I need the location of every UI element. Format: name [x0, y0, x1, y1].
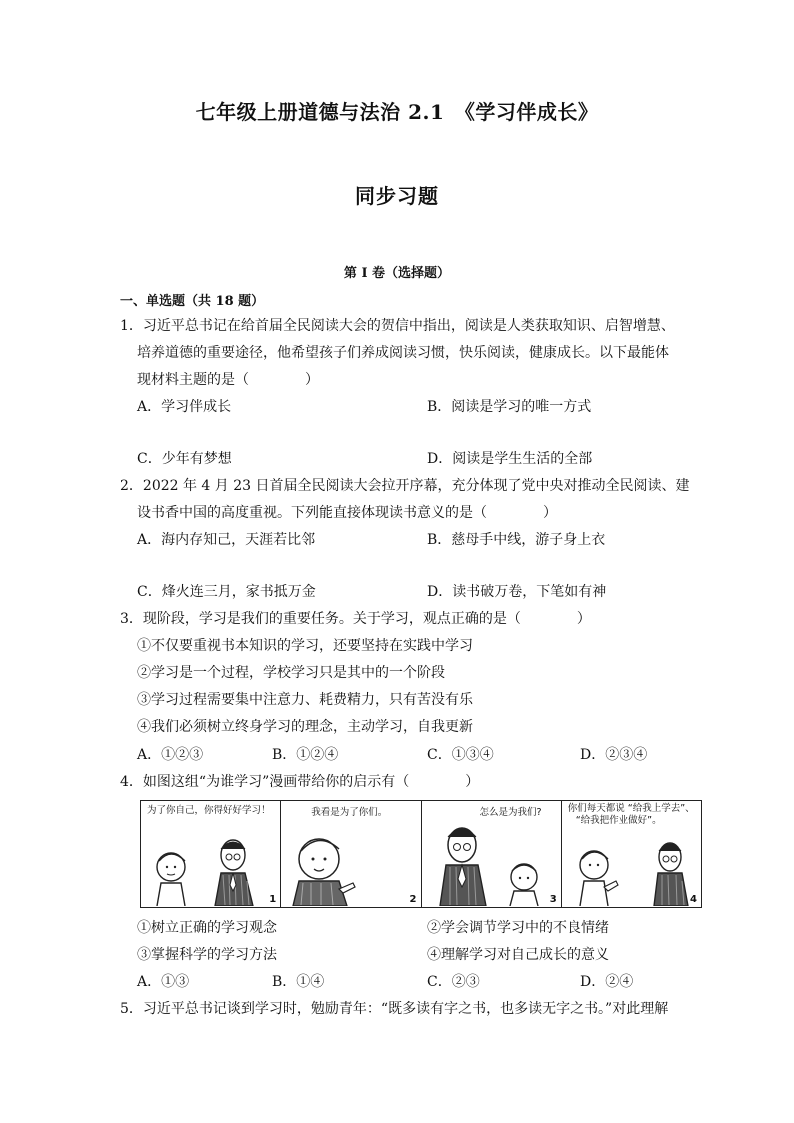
- q5-stem-line-1: 5．习近平总书记谈到学习时，勉励青年：“既多读有字之书，也多读无字之书。”对此理解: [120, 1001, 669, 1017]
- q4-statement-1: ①树立正确的学习观念: [137, 920, 277, 936]
- q4-statement-4: ④理解学习对自己成长的意义: [427, 947, 609, 963]
- q2-stem-line-2: 设书香中国的高度重视。下列能直接体现读书意义的是（ ）: [137, 505, 557, 521]
- q4-option-b[interactable]: B．①④: [272, 974, 325, 990]
- q3-option-b[interactable]: B．①②④: [272, 747, 339, 763]
- q3-statement-2: ②学习是一个过程，学校学习只是其中的一个阶段: [137, 665, 445, 681]
- page-subtitle: 同步习题: [355, 184, 439, 208]
- q4-option-c[interactable]: C．②③: [427, 974, 480, 990]
- q1-stem-line-1: 1．习近平总书记在给首届全民阅读大会的贺信中指出，阅读是人类获取知识、启智增慧、: [120, 318, 675, 334]
- q2-option-b[interactable]: B．慈母手中线，游子身上衣: [427, 532, 606, 548]
- comic-panel-3: [422, 801, 562, 907]
- section-heading: 一、单选题（共 18 题）: [120, 294, 265, 309]
- q4-stem-line-1: 4．如图这组“为谁学习”漫画带给你的启示有（ ）: [120, 774, 480, 790]
- q1-option-c[interactable]: C．少年有梦想: [137, 451, 232, 467]
- q1-option-a[interactable]: A．学习伴成长: [137, 399, 232, 415]
- comic-panel-2-number: 2: [409, 894, 417, 905]
- q2-option-d[interactable]: D．读书破万卷，下笔如有神: [427, 584, 607, 600]
- q1-stem-line-3: 现材料主题的是（ ）: [137, 372, 319, 388]
- comic-panel-4-number: 4: [690, 894, 697, 905]
- q3-stem-line-1: 3．现阶段，学习是我们的重要任务。关于学习，观点正确的是（ ）: [120, 611, 591, 627]
- q1-option-d[interactable]: D．阅读是学生生活的全部: [427, 451, 593, 467]
- q2-option-c[interactable]: C．烽火连三月，家书抵万金: [137, 584, 316, 600]
- q3-option-c[interactable]: C．①③④: [427, 747, 494, 763]
- q3-statement-3: ③学习过程需要集中注意力、耗费精力，只有苦没有乐: [137, 692, 473, 708]
- q3-statement-4: ④我们必须树立终身学习的理念，主动学习，自我更新: [137, 719, 473, 735]
- comic-panel-4: [562, 801, 701, 907]
- comic-strip: [140, 800, 702, 908]
- page-title: 七年级上册道德与法治 2.1 《学习伴成长》: [195, 100, 599, 124]
- comic-panel-1-speech: 为了你自己，你得好好学习！: [147, 805, 271, 816]
- q2-stem-line-1: 2．2022 年 4 月 23 日首届全民阅读大会拉开序幕，充分体现了党中央对推动全民阅读、建: [120, 478, 690, 494]
- q4-statement-2: ②学会调节学习中的不良情绪: [427, 920, 609, 936]
- q4-option-d[interactable]: D．②④: [580, 974, 634, 990]
- comic-panel-1-number: 1: [269, 894, 277, 905]
- comic-panel-3-number: 3: [549, 894, 557, 905]
- q3-statement-1: ①不仅要重视书本知识的学习，还要坚持在实践中学习: [137, 638, 473, 654]
- q1-stem-line-2: 培养道德的重要途径，他希望孩子们养成阅读习惯，快乐阅读，健康成长。以下最能体: [137, 345, 669, 361]
- q4-option-a[interactable]: A．①③: [137, 974, 190, 990]
- comic-panel-4-speech-line-2: “给我把作业做好”。: [575, 815, 662, 826]
- comic-panel-4-speech-line-1: 你们每天都说 “给我上学去”、: [567, 803, 695, 814]
- volume-heading: 第 I 卷（选择题）: [343, 266, 451, 281]
- q2-option-a[interactable]: A．海内存知己，天涯若比邻: [137, 532, 316, 548]
- comic-panel-3-speech: 怎么是为我们?: [479, 807, 542, 818]
- comic-panel-2-speech: 我看是为了你们。: [311, 807, 388, 818]
- q1-option-b[interactable]: B．阅读是学习的唯一方式: [427, 399, 592, 415]
- q3-option-d[interactable]: D．②③④: [580, 747, 648, 763]
- comic-panel-2: [281, 801, 421, 907]
- q3-option-a[interactable]: A．①②③: [137, 747, 204, 763]
- comic-panel-1: [141, 801, 281, 907]
- q4-statement-3: ③掌握科学的学习方法: [137, 947, 277, 963]
